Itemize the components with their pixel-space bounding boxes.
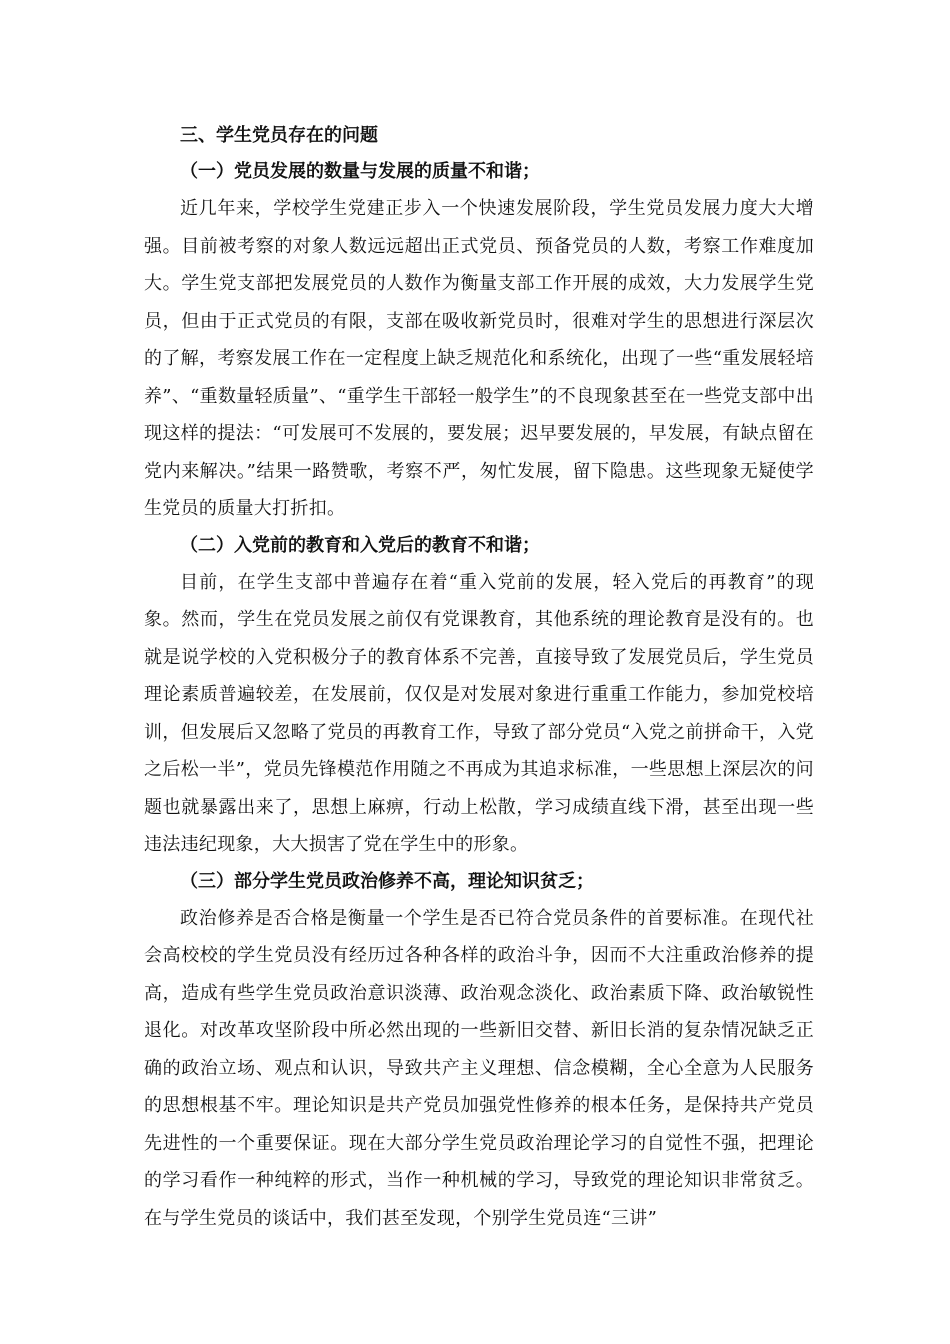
section-title: 三、学生党员存在的问题 (180, 125, 378, 146)
subsection-paragraph-1: 近几年来，学校学生党建正步入一个快速发展阶段，学生党员发展力度大大增强。目前被考察的对象人数远远超出正式党员、预备党员的人数，考察工作难度加大。学生党支部把发展党员的人数作为衡量支部工作开展的成效，大力发展学生党员，但由于正式党员的有限，支部在吸收新党员时，很难对学生的思想进行深层次的了解，考察发展工作在一定程度上缺乏规范化和系统化，出现了一些“重发展轻培养”、“重数量轻质量”、“重学生干部轻一般学生”的不良现象甚至在一些党支部中出现这样的提法：“可发展可不发展的，要发展；迟早要发展的，早发展，有缺点留在党内来解决。”结果一路赞歌，考察不严，匆忙发展，留下隐患。这些现象无疑使学生党员的质量大打折扣。 (144, 198, 814, 519)
subsection-paragraph-2: 目前，在学生支部中普遍存在着“重入党前的发展，轻入党后的再教育”的现象。然而，学生在党员发展之前仅有党课教育，其他系统的理论教育是没有的。也就是说学校的入党积极分子的教育体系不完善，直接导致了发展党员后，学生党员理论素质普遍较差，在发展前，仅仅是对发展对象进行重重工作能力，参加党校培训，但发展后又忽略了党员的再教育工作，导致了部分党员“入党之前拼命干，入党之后松一半”，党员先锋模范作用随之不再成为其追求标准，一些思想上深层次的问题也就暴露出来了，思想上麻痹，行动上松散，学习成绩直线下滑，甚至出现一些违法违纪现象，大大损害了党在学生中的形象。 (144, 571, 814, 855)
subsection-heading-1: （一）党员发展的数量与发展的质量不和谐； (180, 161, 540, 182)
subsection-paragraph-3: 政治修养是否合格是衡量一个学生是否已符合党员条件的首要标准。在现代社会高校校的学生党员没有经历过各种各样的政治斗争，因而不大注重政治修养的提高，造成有些学生党员政治意识淡薄、政治观念淡化、政治素质下降、政治敏锐性退化。对改革攻坚阶段中所必然出现的一些新旧交替、新旧长消的复杂情况缺乏正确的政治立场、观点和认识，导致共产主义理想、信念模糊，全心全意为人民服务的思想根基不牢。理论知识是共产党员加强党性修养的根本任务，是保持共产党员先进性的一个重要保证。现在大部分学生党员政治理论学习的自觉性不强，把理论的学习看作一种纯粹的形式，当作一种机械的学习，导致党的理论知识非常贫乏。在与学生党员的谈话中，我们甚至发现，个别学生党员连“三讲” (144, 907, 814, 1229)
subsection-heading-2: （二）入党前的教育和入党后的教育不和谐； (180, 534, 540, 556)
document-body (144, 118, 814, 1237)
subsection-heading-3: （三）部分学生党员政治修养不高，理论知识贫乏； (180, 870, 594, 892)
